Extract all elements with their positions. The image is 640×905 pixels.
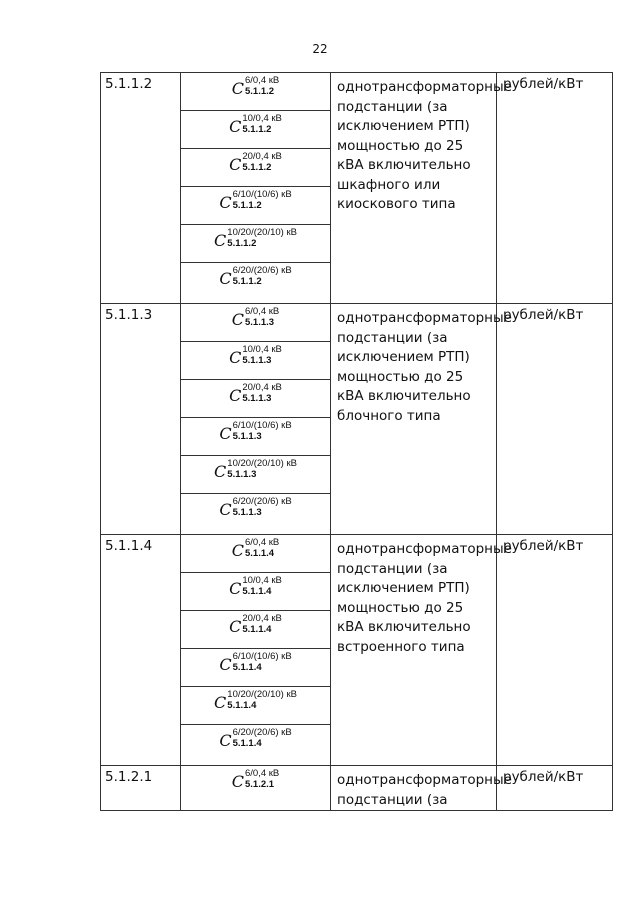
formula-cell: [181, 687, 330, 725]
formula-cell: [181, 611, 330, 649]
tariff-table: [100, 72, 613, 811]
formula-cell: [181, 304, 330, 342]
table-row: [101, 304, 613, 535]
formula: C 20/0,4 кВ 5.1.1.2: [229, 151, 282, 174]
row-description: однотрансформаторные подстанции (за исключением РТП) мощностью до 25 кВА включительно шкафного или киоскового типа: [331, 73, 497, 304]
formula-cell: [181, 380, 330, 418]
formula: C 10/0,4 кВ 5.1.1.3: [229, 344, 282, 367]
formula: C 10/0,4 кВ 5.1.1.2: [229, 113, 282, 136]
page-number: 22: [312, 42, 328, 56]
row-unit: рублей/кВт: [497, 766, 613, 811]
formula-cell: [181, 149, 330, 187]
formula: C 10/20/(20/10) кВ 5.1.1.3: [214, 458, 297, 481]
formula-cell: [181, 573, 330, 611]
formula-cell: [181, 225, 330, 263]
formula: C 10/20/(20/10) кВ 5.1.1.2: [214, 227, 297, 250]
formula: C 6/0,4 кВ 5.1.1.4: [231, 537, 280, 560]
formula: C 20/0,4 кВ 5.1.1.3: [229, 382, 282, 405]
formula-cell: [181, 494, 330, 534]
table-row: [101, 766, 613, 811]
formula-cell: [181, 418, 330, 456]
formula-cell: [181, 73, 330, 111]
row-code: 5.1.1.4: [101, 535, 181, 766]
formula: C 6/0,4 кВ 5.1.2.1: [231, 768, 280, 791]
formula-cell: [181, 263, 330, 303]
formula: C 6/20/(20/6) кВ 5.1.1.3: [219, 496, 292, 519]
formula-cell: [181, 456, 330, 494]
formula: C 6/10/(10/6) кВ 5.1.1.3: [219, 420, 292, 443]
formula: C 6/20/(20/6) кВ 5.1.1.2: [219, 265, 292, 288]
row-code: 5.1.1.3: [101, 304, 181, 535]
formula-cell: [181, 725, 330, 765]
row-unit: рублей/кВт: [497, 73, 613, 304]
formula: C 6/0,4 кВ 5.1.1.2: [231, 75, 280, 98]
formula-column: [181, 535, 331, 766]
formula-column: [181, 73, 331, 304]
formula-cell: [181, 766, 330, 806]
row-description: однотрансформаторные подстанции (за исключением РТП) мощностью до 25 кВА включительно встроенного типа: [331, 535, 497, 766]
formula-cell: [181, 535, 330, 573]
row-description: однотрансформаторные подстанции (за: [331, 766, 497, 811]
formula: C 6/10/(10/6) кВ 5.1.1.4: [219, 651, 292, 674]
formula-cell: [181, 342, 330, 380]
row-code: 5.1.2.1: [101, 766, 181, 811]
formula-cell: [181, 649, 330, 687]
formula: C 20/0,4 кВ 5.1.1.4: [229, 613, 282, 636]
row-code: 5.1.1.2: [101, 73, 181, 304]
formula-column: [181, 766, 331, 811]
row-description: однотрансформаторные подстанции (за исключением РТП) мощностью до 25 кВА включительно блочного типа: [331, 304, 497, 535]
formula-cell: [181, 111, 330, 149]
formula: C 6/20/(20/6) кВ 5.1.1.4: [219, 727, 292, 750]
row-unit: рублей/кВт: [497, 304, 613, 535]
formula: C 10/0,4 кВ 5.1.1.4: [229, 575, 282, 598]
formula: C 6/0,4 кВ 5.1.1.3: [231, 306, 280, 329]
table-row: [101, 73, 613, 304]
formula-cell: [181, 187, 330, 225]
formula-column: [181, 304, 331, 535]
table-row: [101, 535, 613, 766]
row-unit: рублей/кВт: [497, 535, 613, 766]
formula: C 6/10/(10/6) кВ 5.1.1.2: [219, 189, 292, 212]
formula: C 10/20/(20/10) кВ 5.1.1.4: [214, 689, 297, 712]
